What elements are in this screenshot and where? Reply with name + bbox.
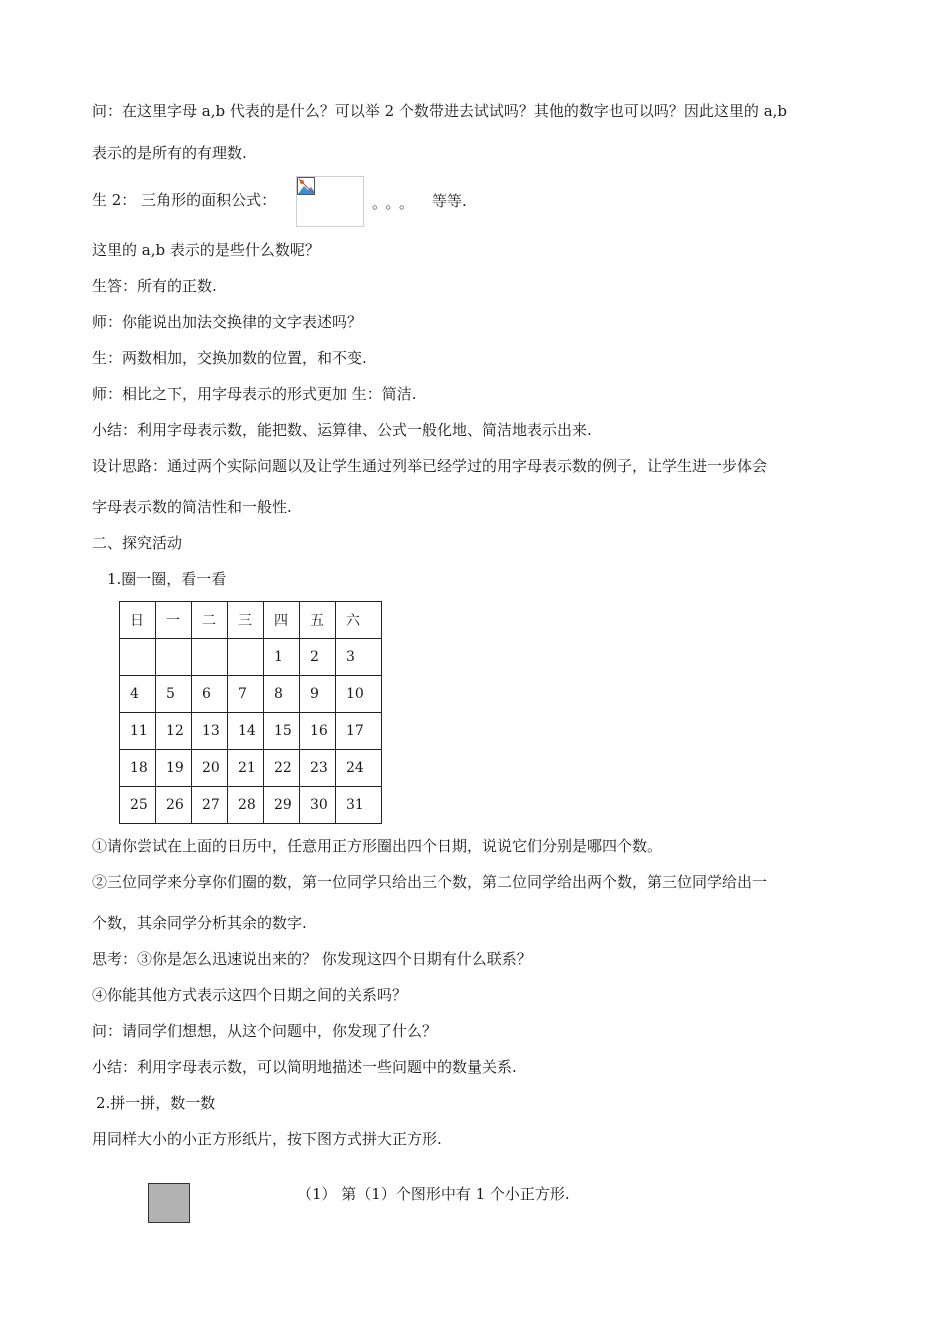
calendar-cell (192, 639, 228, 676)
calendar-cell: 12 (156, 713, 192, 750)
calendar-cell: 30 (300, 787, 336, 824)
calendar-cell: 8 (264, 676, 300, 713)
text-line-4: 这里的 a,b 表示的是些什么数呢？ (92, 241, 320, 259)
text-line-18: ④你能其他方式表示这四个日期之间的关系吗？ (92, 986, 408, 1004)
calendar-cell: 31 (336, 787, 382, 824)
calendar-header-cell: 一 (156, 602, 192, 639)
calendar-cell: 21 (228, 750, 264, 787)
calendar-cell: 22 (264, 750, 300, 787)
calendar-cell: 25 (120, 787, 156, 824)
text-line-1: 问：在这里字母 a,b 代表的是什么？可以举 2 个数带进去试试吗？其他的数字也可以吗？因此这里的 a,b (92, 102, 788, 120)
text-line-19: 问：请同学们想想，从这个问题中，你发现了什么？ (92, 1022, 438, 1040)
text-line-2: 表示的是所有的有理数. (92, 144, 247, 162)
calendar-cell: 24 (336, 750, 382, 787)
formula-image-placeholder (296, 176, 364, 227)
broken-image-icon (297, 177, 315, 195)
text-line-5: 生答：所有的正数. (92, 277, 217, 295)
calendar-cell: 4 (120, 676, 156, 713)
calendar-cell: 15 (264, 713, 300, 750)
figure-caption-1: （1） 第（1）个图形中有 1 个小正方形. (297, 1185, 570, 1203)
text-line-10: 设计思路：通过两个实际问题以及让学生通过列举已经学过的用字母表示数的例子，让学生进一步体会 (92, 457, 768, 475)
text-line-6: 师：你能说出加法交换律的文字表述吗？ (92, 313, 363, 331)
text-line-15: ②三位同学来分享你们圈的数，第一位同学只给出三个数，第二位同学给出两个数，第三位同学给出一 (92, 873, 768, 891)
text-line-9: 小结：利用字母表示数，能把数、运算律、公式一般化地、简洁地表示出来. (92, 421, 592, 439)
calendar-cell: 6 (192, 676, 228, 713)
calendar-cell: 14 (228, 713, 264, 750)
text-line-14: ①请你尝试在上面的日历中，任意用正方形圈出四个日期，说说它们分别是哪四个数。 (92, 837, 663, 855)
calendar-cell: 7 (228, 676, 264, 713)
calendar-cell (120, 639, 156, 676)
calendar-cell: 2 (300, 639, 336, 676)
small-square-figure (148, 1183, 190, 1223)
calendar-header-cell: 三 (228, 602, 264, 639)
calendar-cell: 10 (336, 676, 382, 713)
calendar-cell: 27 (192, 787, 228, 824)
calendar-header-cell: 四 (264, 602, 300, 639)
calendar-header-row (120, 602, 382, 639)
calendar-cell (228, 639, 264, 676)
text-line-22: 用同样大小的小正方形纸片，按下图方式拼大正方形. (92, 1130, 442, 1148)
calendar-cell: 23 (300, 750, 336, 787)
calendar-cell: 19 (156, 750, 192, 787)
calendar-cell: 18 (120, 750, 156, 787)
subsection-heading-1: 1.圈一圈，看一看 (107, 570, 227, 588)
subsection-heading-2: 2.拼一拼，数一数 (96, 1094, 216, 1112)
calendar-header-cell: 二 (192, 602, 228, 639)
text-line-11: 字母表示数的简洁性和一般性. (92, 498, 292, 516)
calendar-cell: 17 (336, 713, 382, 750)
calendar-row (120, 787, 382, 824)
calendar-row (120, 750, 382, 787)
section-heading: 二、探究活动 (92, 534, 183, 552)
text-line-17: 思考：③你是怎么迅速说出来的？ 你发现这四个日期有什么联系？ (92, 950, 532, 968)
text-line-7: 生：两数相加，交换加数的位置，和不变. (92, 349, 367, 367)
calendar-cell: 9 (300, 676, 336, 713)
calendar-cell: 28 (228, 787, 264, 824)
calendar-cell: 5 (156, 676, 192, 713)
calendar-header-cell: 日 (120, 602, 156, 639)
calendar-row (120, 676, 382, 713)
ellipsis-text: 。。。 (372, 194, 421, 212)
calendar-header-cell: 五 (300, 602, 336, 639)
calendar-cell: 11 (120, 713, 156, 750)
calendar-cell: 13 (192, 713, 228, 750)
text-line-16: 个数，其余同学分析其余的数字. (92, 914, 307, 932)
calendar-cell: 29 (264, 787, 300, 824)
calendar-cell: 16 (300, 713, 336, 750)
calendar-cell: 1 (264, 639, 300, 676)
calendar-cell: 26 (156, 787, 192, 824)
calendar-cell (156, 639, 192, 676)
calendar-cell: 3 (336, 639, 382, 676)
text-line-3: 生 2： 三角形的面积公式： (92, 191, 277, 209)
text-line-8: 师：相比之下，用字母表示的形式更加 生：简洁. (92, 385, 417, 403)
calendar-row (120, 713, 382, 750)
etc-text: 等等. (432, 192, 467, 210)
calendar-table (119, 601, 382, 824)
calendar-cell: 20 (192, 750, 228, 787)
calendar-header-cell: 六 (336, 602, 382, 639)
text-line-20: 小结：利用字母表示数，可以简明地描述一些问题中的数量关系. (92, 1058, 517, 1076)
calendar-row (120, 639, 382, 676)
